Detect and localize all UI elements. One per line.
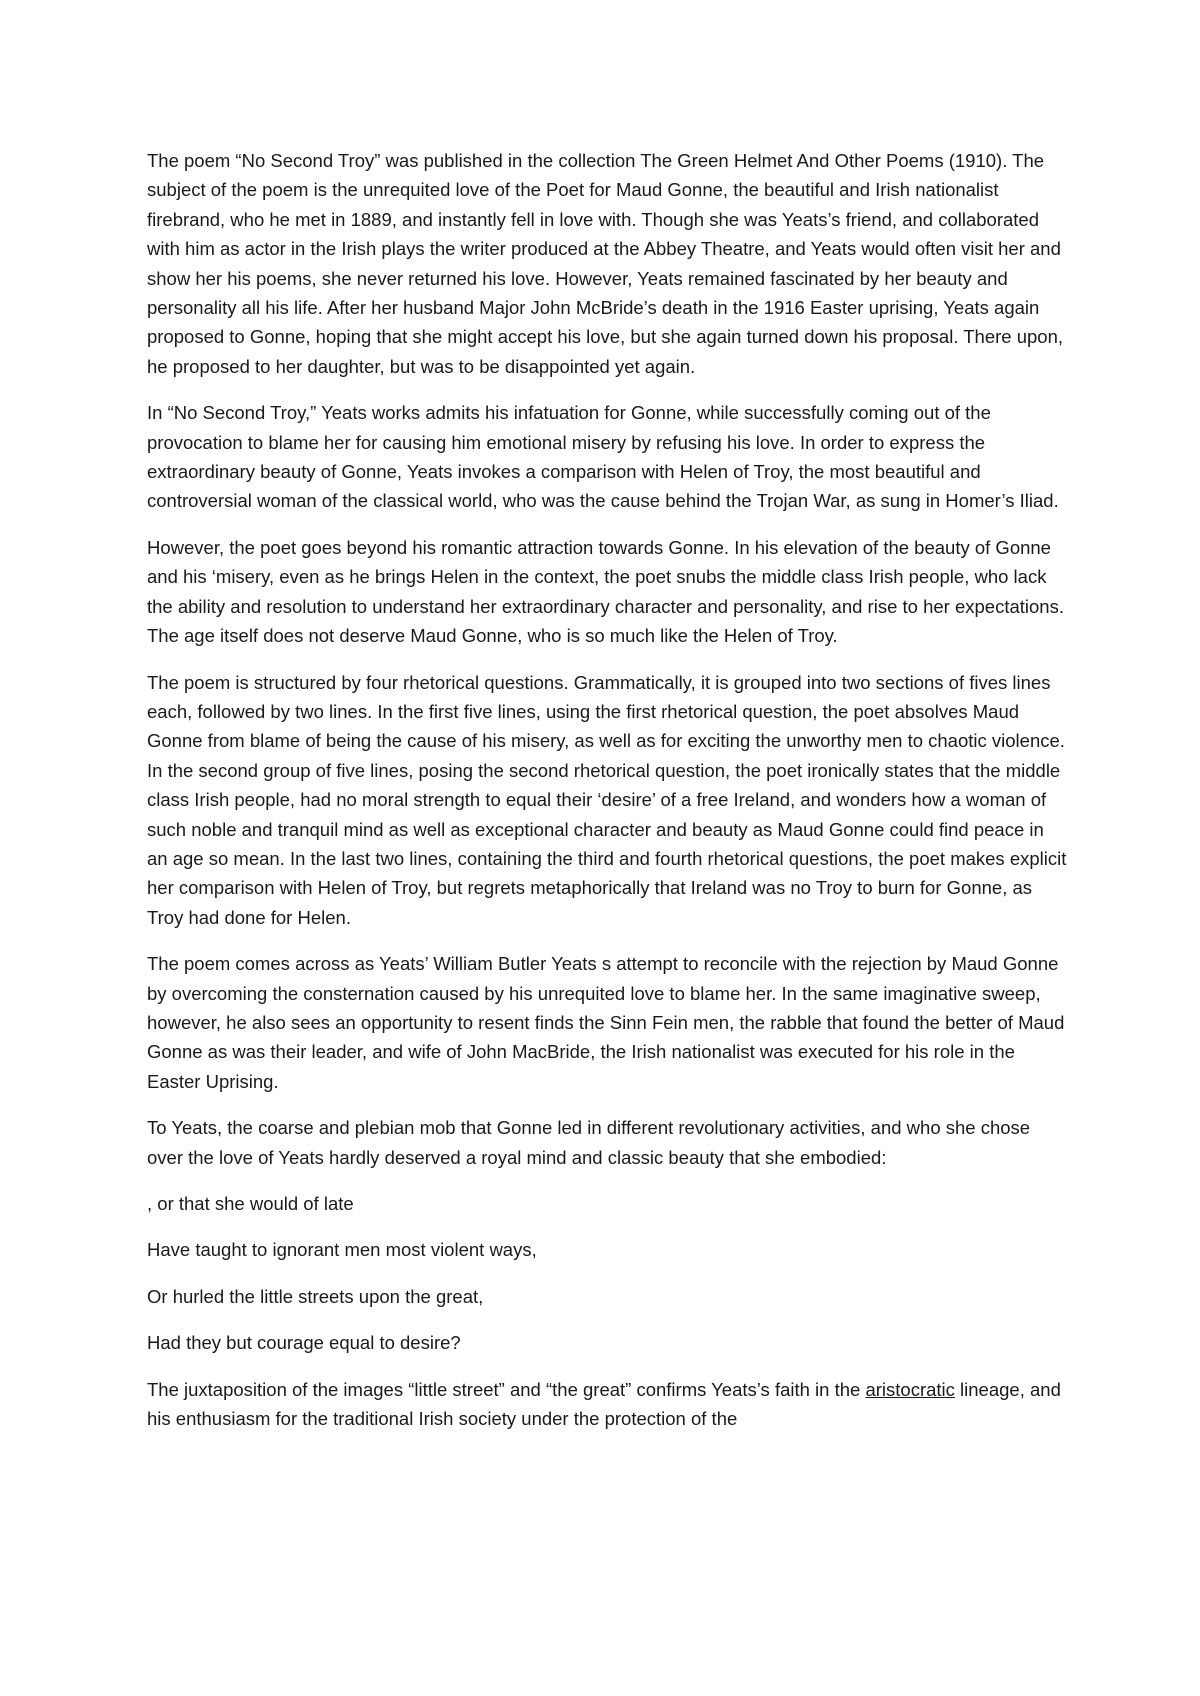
juxtaposition-text-end: lineage, and his enthusiasm for the traditional Irish society under the protection of the (147, 1378, 1061, 1430)
verse-line-3: Or hurled the little streets upon the great, (147, 1285, 484, 1307)
paragraph-romantic-attraction: However, the poet goes beyond his romantic attraction towards Gonne. In his elevation of the beauty of Gonne and his ‘misery, even as he brings Helen in the context, the poet snubs the middle class Irish people, who lack the ability and resolution to understand her extraordinary character and personality, and rise to her expectations. The age itself does not deserve Maud Gonne, who is so much like the Helen of Troy. (147, 536, 1064, 647)
paragraph-juxtaposition (147, 1375, 1067, 1434)
paragraph-plebian-mob: To Yeats, the coarse and plebian mob that Gonne led in different revolutionary activities, and who she chose over the love of Yeats hardly deserved a royal mind and classic beauty that she embodied: (147, 1117, 1031, 1168)
paragraph-structure: The poem is structured by four rhetorical questions. Grammatically, it is grouped into two sections of fives lines each, followed by two lines. In the first five lines, using the first rhetorical question, the poet absolves Maud Gonne from blame of being the cause of his misery, as well as for exciting the unworthy men to chaotic violence. In the second group of five lines, posing the second rhetorical question, the poet ironically states that the middle class Irish people, had no moral strength to equal their ‘desire’ of a free Ireland, and wonders how a woman of such noble and tranquil mind as well as exceptional character and beauty as Maud Gonne could find peace in an age so mean. In the last two lines, containing the third and fourth rhetorical questions, the poet makes explicit her comparison with Helen of Troy, but regrets metaphorically that Ireland was no Troy to burn for Gonne, as Troy had done for Helen. (147, 671, 1067, 928)
underlined-word-aristocratic: aristocratic (865, 1378, 955, 1400)
verse-line-2: Have taught to ignorant men most violent ways, (147, 1239, 537, 1261)
paragraph-publication: The poem “No Second Troy” was published in the collection The Green Helmet And Other Poems (1910). The subject of the poem is the unrequited love of the Poet for Maud Gonne, the beautiful and Irish nationalist firebrand, who he met in 1889, and instantly fell in love with. Though she was Yeats’s friend, and collaborated with him as actor in the Irish plays the writer produced at the Abbey Theatre, and Yeats would often visit her and show her his poems, she never returned his love. However, Yeats remained fascinated by her beauty and personality all his life. After her husband Major John McBride’s death in the 1916 Easter uprising, Yeats again proposed to Gonne, hoping that she might accept his love, but she again turned down his proposal. There upon, he proposed to her daughter, but was to be disappointed yet again. (147, 150, 1064, 377)
verse-line-1: , or that she would of late (147, 1193, 354, 1214)
juxtaposition-text-start: The juxtaposition of the images “little street” and “the great” confirms Yeats’s faith in the (147, 1378, 866, 1400)
document-body (147, 146, 1067, 1450)
paragraph-infatuation: In “No Second Troy,” Yeats works admits his infatuation for Gonne, while successfully coming out of the provocation to blame her for causing him emotional misery by refusing his love. In order to express the extraordinary beauty of Gonne, Yeats invokes a comparison with Helen of Troy, the most beautiful and controversial woman of the classical world, who was the cause behind the Trojan War, as sung in Homer’s Iliad. (147, 402, 1059, 512)
verse-line-4: Had they but courage equal to desire? (147, 1332, 461, 1354)
paragraph-reconcile: The poem comes across as Yeats’ William Butler Yeats s attempt to reconcile with the rejection by Maud Gonne by overcoming the consternation caused by his unrequited love to blame her. In the same imaginative sweep, however, he also sees an opportunity to resent finds the Sinn Fein men, the rabble that found the better of Maud Gonne as was their leader, and wife of John MacBride, the Irish nationalist was executed for his role in the Easter Uprising. (147, 953, 1065, 1092)
